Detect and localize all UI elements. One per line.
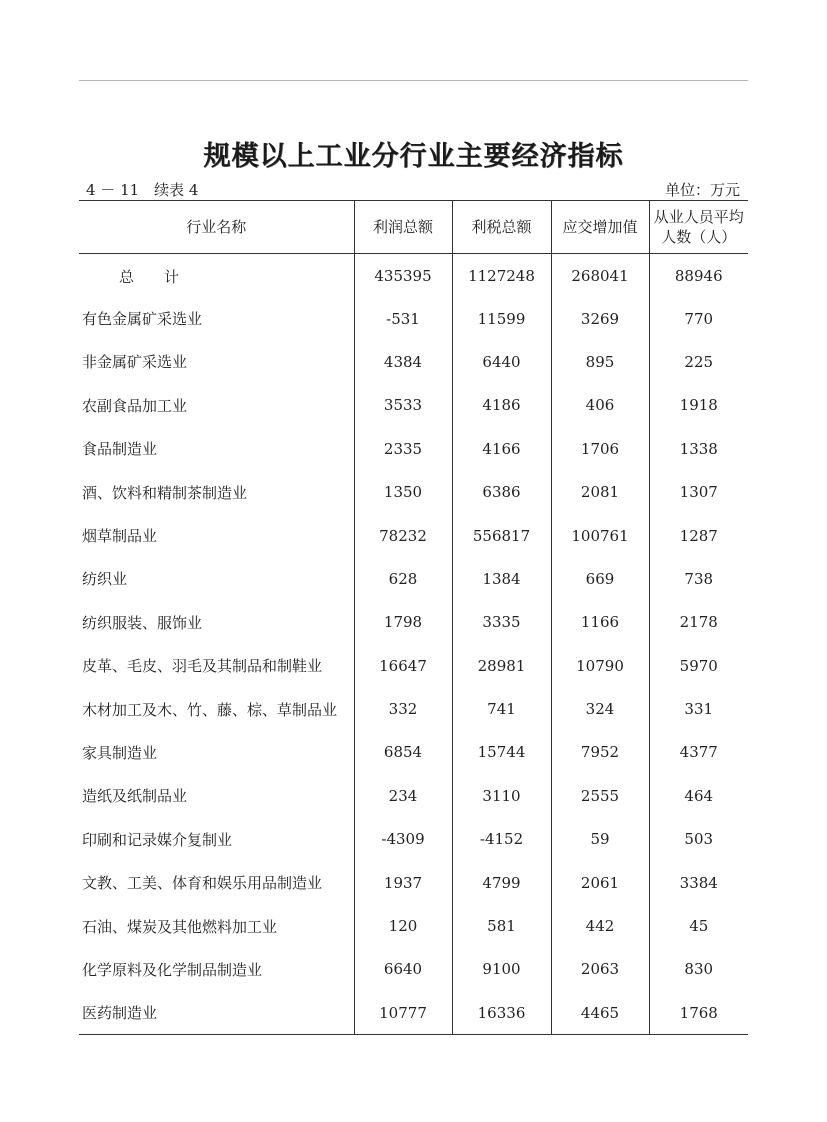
employees-cell: 1338 xyxy=(649,427,748,470)
table-row xyxy=(79,991,748,1034)
table-row xyxy=(79,818,748,861)
industry-name-cell: 印刷和记录媒介复制业 xyxy=(82,830,233,849)
profit-tax-cell: -4152 xyxy=(452,818,551,861)
table-row xyxy=(79,297,748,340)
profit-tax-cell: 6440 xyxy=(452,340,551,383)
profit-cell: 3533 xyxy=(354,384,452,427)
profit-tax-cell: 581 xyxy=(452,904,551,947)
employees-cell: 4377 xyxy=(649,731,748,774)
industry-name-cell: 纺织业 xyxy=(82,570,128,589)
total-row xyxy=(79,254,748,297)
profit-tax-cell: 4186 xyxy=(452,384,551,427)
value-added-cell: 10790 xyxy=(551,644,649,687)
profit-tax-cell: 4799 xyxy=(452,861,551,904)
table-number: 4 － 11 续表 4 xyxy=(86,181,199,199)
table-row xyxy=(79,948,748,991)
profit-cell: 1350 xyxy=(354,470,452,513)
profit-tax-cell: 9100 xyxy=(452,948,551,991)
value-added-cell: 406 xyxy=(551,384,649,427)
industry-name-cell: 木材加工及木、竹、藤、棕、草制品业 xyxy=(82,700,338,719)
header-value-added: 应交增加值 xyxy=(551,201,649,254)
industry-name-cell: 酒、饮料和精制茶制造业 xyxy=(82,483,248,502)
table-row xyxy=(79,557,748,600)
total-profit-tax: 1127248 xyxy=(452,254,551,297)
employees-cell: 5970 xyxy=(649,644,748,687)
value-added-cell: 895 xyxy=(551,340,649,383)
employees-cell: 738 xyxy=(649,557,748,600)
table-row xyxy=(79,514,748,557)
profit-cell: 4384 xyxy=(354,340,452,383)
industry-name-cell: 化学原料及化学制品制造业 xyxy=(82,960,263,979)
value-added-cell: 59 xyxy=(551,818,649,861)
industry-name-cell: 纺织服装、服饰业 xyxy=(82,613,203,632)
industry-name-cell: 烟草制品业 xyxy=(82,527,158,546)
table-row xyxy=(79,861,748,904)
employees-cell: 1307 xyxy=(649,470,748,513)
value-added-cell: 2555 xyxy=(551,774,649,817)
profit-cell: -531 xyxy=(354,297,452,340)
industry-name-cell: 文教、工美、体育和娱乐用品制造业 xyxy=(82,874,323,893)
profit-cell: 234 xyxy=(354,774,452,817)
header-total-profit: 利润总额 xyxy=(354,201,452,254)
profit-cell: 332 xyxy=(354,687,452,730)
profit-tax-cell: 6386 xyxy=(452,470,551,513)
table-row xyxy=(79,687,748,730)
employees-cell: 830 xyxy=(649,948,748,991)
employees-cell: 464 xyxy=(649,774,748,817)
table-row xyxy=(79,470,748,513)
total-profit: 435395 xyxy=(354,254,452,297)
table-row xyxy=(79,731,748,774)
table-row xyxy=(79,427,748,470)
value-added-cell: 669 xyxy=(551,557,649,600)
table-row xyxy=(79,384,748,427)
employees-cell: 225 xyxy=(649,340,748,383)
employees-cell: 45 xyxy=(649,904,748,947)
profit-cell: 6640 xyxy=(354,948,452,991)
employees-cell: 1768 xyxy=(649,991,748,1034)
profit-cell: 2335 xyxy=(354,427,452,470)
indicator-table xyxy=(79,200,748,1035)
table-header-row xyxy=(79,201,748,254)
table-row xyxy=(79,904,748,947)
profit-tax-cell: 28981 xyxy=(452,644,551,687)
header-total-profit-tax: 利税总额 xyxy=(452,201,551,254)
profit-tax-cell: 16336 xyxy=(452,991,551,1034)
profit-tax-cell: 15744 xyxy=(452,731,551,774)
profit-tax-cell: 741 xyxy=(452,687,551,730)
value-added-cell: 2061 xyxy=(551,861,649,904)
value-added-cell: 2081 xyxy=(551,470,649,513)
profit-cell: 120 xyxy=(354,904,452,947)
profit-cell: 78232 xyxy=(354,514,452,557)
profit-cell: 6854 xyxy=(354,731,452,774)
profit-tax-cell: 1384 xyxy=(452,557,551,600)
value-added-cell: 3269 xyxy=(551,297,649,340)
value-added-cell: 1166 xyxy=(551,601,649,644)
employees-cell: 1287 xyxy=(649,514,748,557)
industry-name-cell: 农副食品加工业 xyxy=(82,396,188,415)
total-label: 总 计 xyxy=(119,267,180,286)
profit-cell: -4309 xyxy=(354,818,452,861)
profit-cell: 10777 xyxy=(354,991,452,1034)
profit-tax-cell: 3335 xyxy=(452,601,551,644)
industry-name-cell: 非金属矿采选业 xyxy=(82,353,188,372)
table-row xyxy=(79,774,748,817)
industry-name-cell: 食品制造业 xyxy=(82,440,158,459)
unit-label: 单位：万元 xyxy=(664,181,740,199)
employees-cell: 503 xyxy=(649,818,748,861)
profit-cell: 1937 xyxy=(354,861,452,904)
industry-name-cell: 医药制造业 xyxy=(79,991,354,1034)
table-row xyxy=(79,644,748,687)
employees-cell: 331 xyxy=(649,687,748,730)
total-value-added: 268041 xyxy=(551,254,649,297)
industry-name-cell: 造纸及纸制品业 xyxy=(82,787,188,806)
value-added-cell: 7952 xyxy=(551,731,649,774)
employees-cell: 3384 xyxy=(649,861,748,904)
profit-tax-cell: 4166 xyxy=(452,427,551,470)
profit-tax-cell: 11599 xyxy=(452,297,551,340)
table-row xyxy=(79,601,748,644)
industry-name-cell: 皮革、毛皮、羽毛及其制品和制鞋业 xyxy=(82,657,323,676)
header-industry-name: 行业名称 xyxy=(79,201,354,254)
header-avg-employees: 从业人员平均人数（人） xyxy=(649,201,748,254)
value-added-cell: 2063 xyxy=(551,948,649,991)
industry-name-cell: 石油、煤炭及其他燃料加工业 xyxy=(82,917,278,936)
employees-cell: 1918 xyxy=(649,384,748,427)
value-added-cell: 324 xyxy=(551,687,649,730)
profit-tax-cell: 556817 xyxy=(452,514,551,557)
employees-cell: 770 xyxy=(649,297,748,340)
value-added-cell: 1706 xyxy=(551,427,649,470)
value-added-cell: 442 xyxy=(551,904,649,947)
industry-name-cell: 家具制造业 xyxy=(82,743,158,762)
value-added-cell: 100761 xyxy=(551,514,649,557)
employees-cell: 2178 xyxy=(649,601,748,644)
top-divider xyxy=(79,80,748,81)
page-title: 规模以上工业分行业主要经济指标 xyxy=(203,141,624,172)
profit-cell: 628 xyxy=(354,557,452,600)
profit-cell: 1798 xyxy=(354,601,452,644)
profit-cell: 16647 xyxy=(354,644,452,687)
industry-name-cell: 有色金属矿采选业 xyxy=(82,310,203,329)
profit-tax-cell: 3110 xyxy=(452,774,551,817)
total-employees: 88946 xyxy=(649,254,748,297)
table-row xyxy=(79,340,748,383)
value-added-cell: 4465 xyxy=(551,991,649,1034)
